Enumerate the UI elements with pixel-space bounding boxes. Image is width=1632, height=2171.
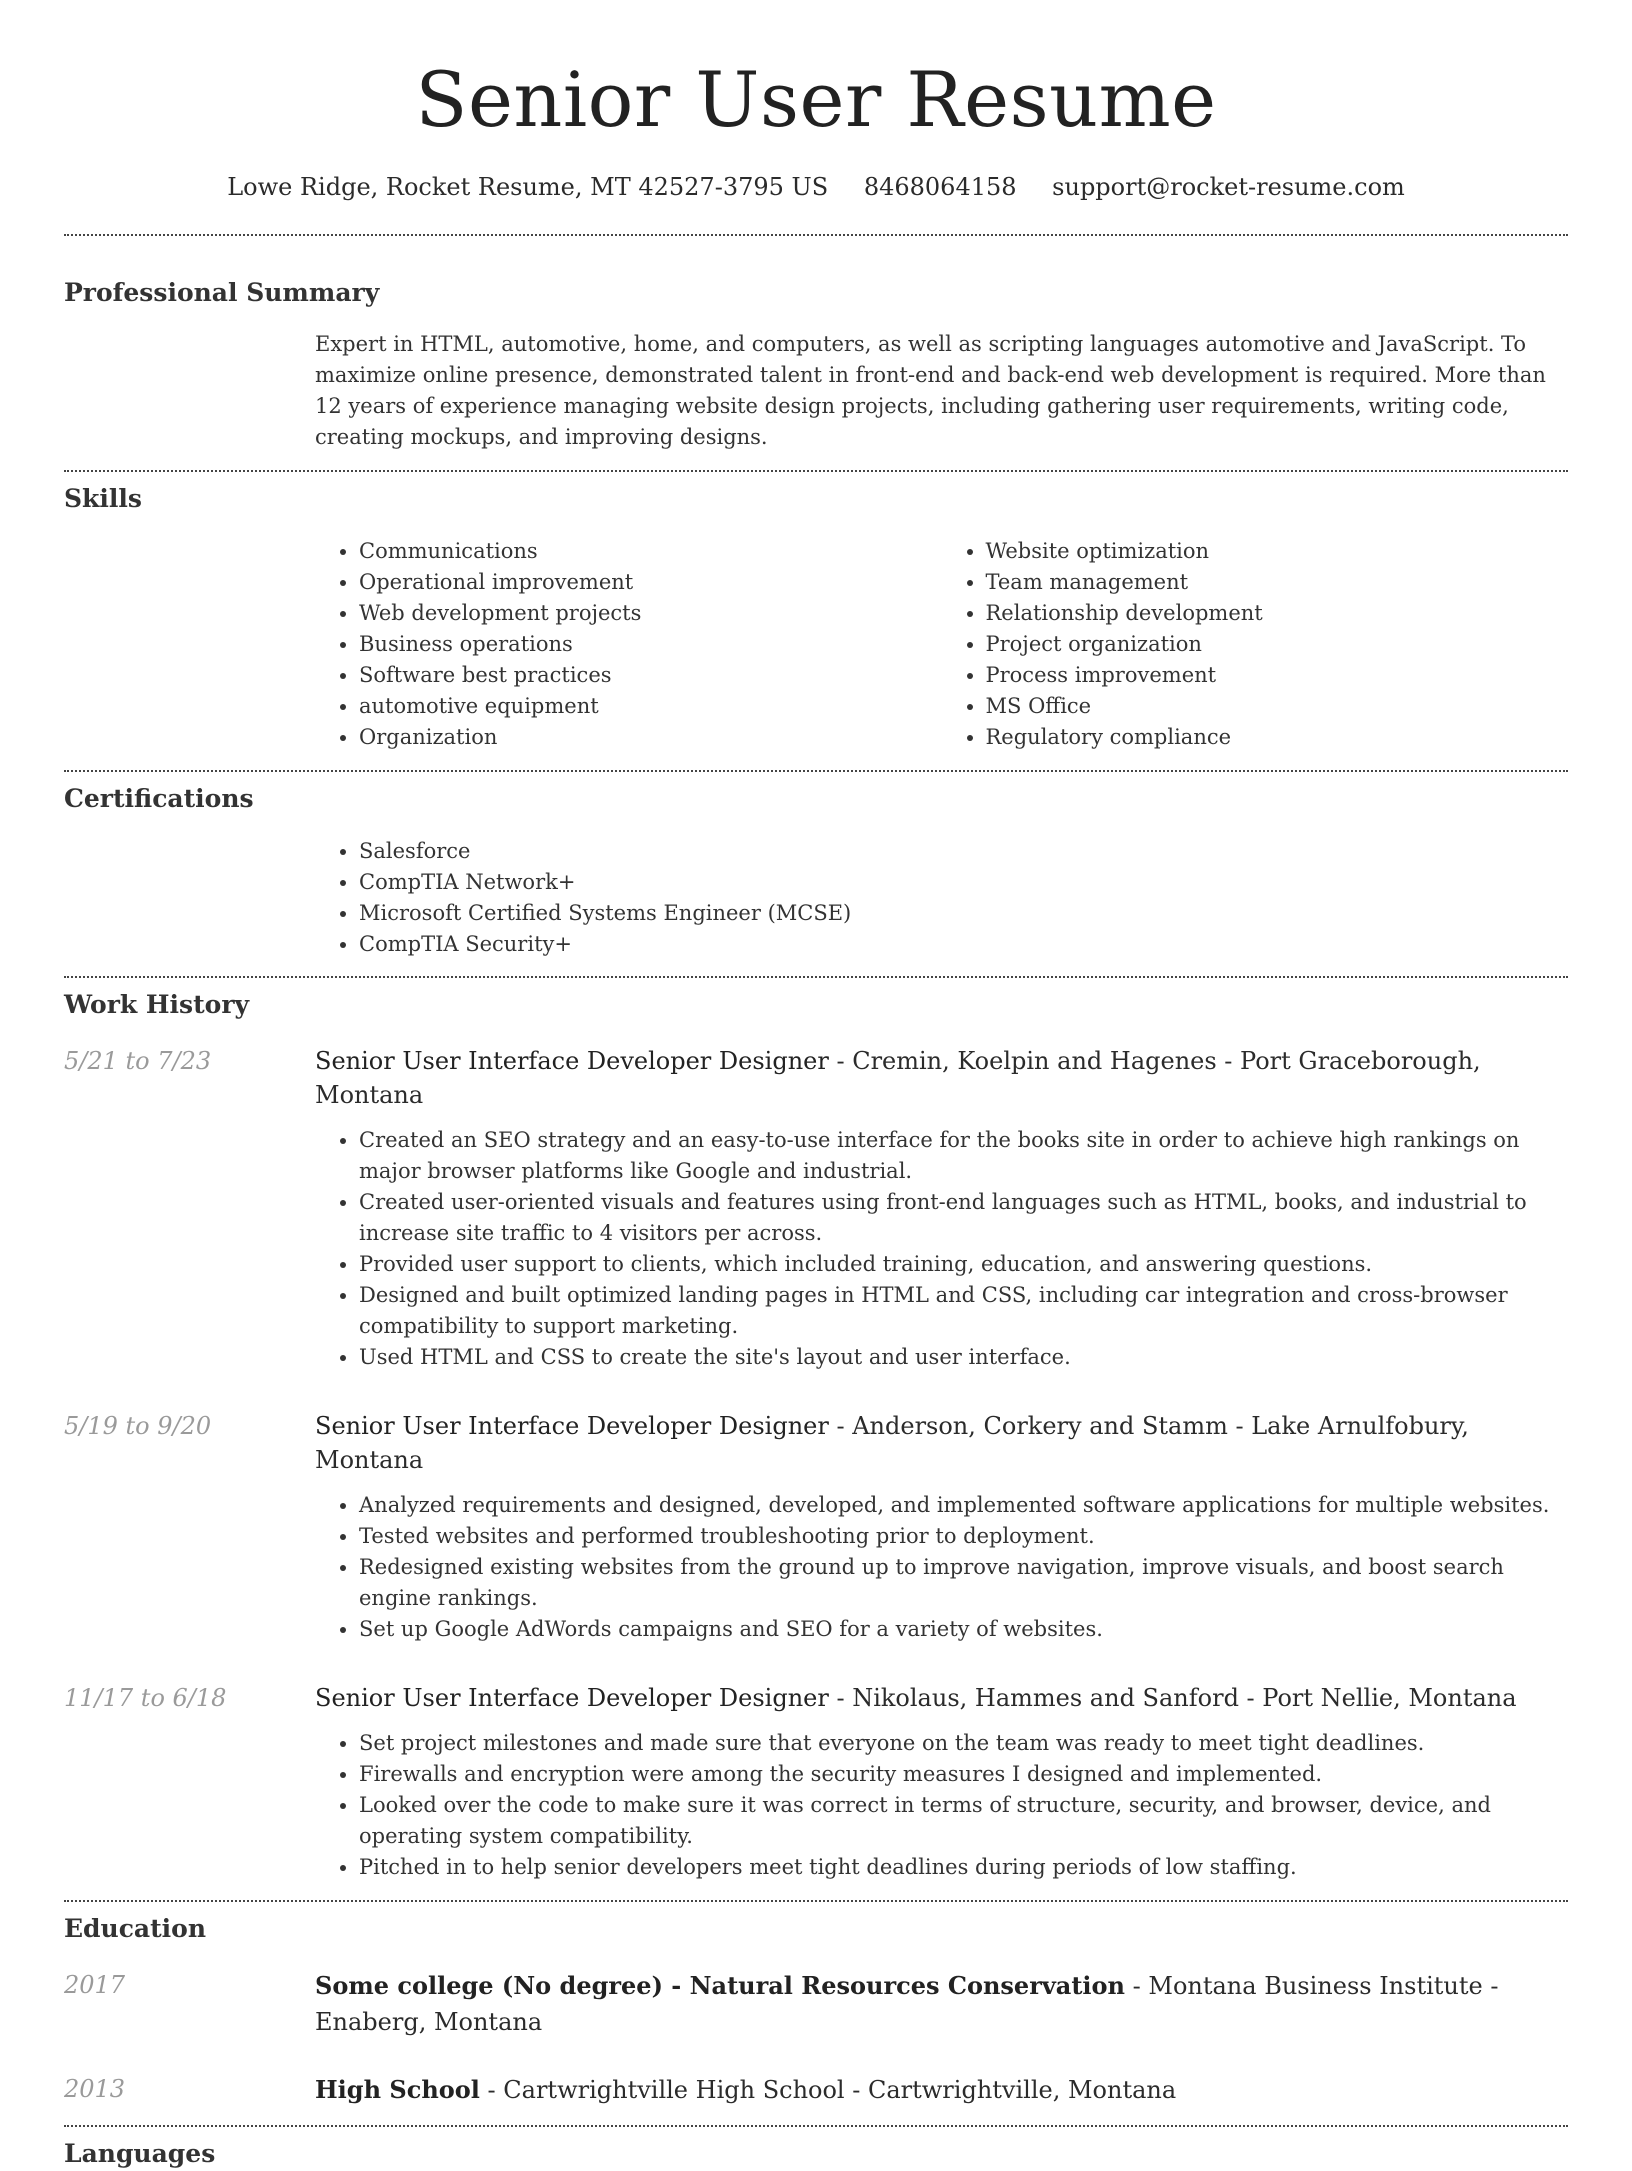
job-title: Senior User Interface Developer Designer [315, 1684, 829, 1712]
skills-left [64, 536, 315, 753]
skills-list-1 [315, 536, 942, 753]
job-heading [315, 1044, 1568, 1112]
education-year: 2013 [64, 2075, 126, 2103]
section-divider [64, 1900, 1568, 1902]
list-item: • CompTIA Network+ [359, 867, 1568, 898]
contact-address: Lowe Ridge, Rocket Resume, MT 42527-3795 US [227, 173, 829, 201]
education-entry [64, 2072, 1568, 2108]
job-entry [64, 1044, 1568, 1373]
certifications-right [315, 836, 1568, 960]
education-heading [315, 1968, 1568, 2040]
contact-email: support@rocket-resume.com [1052, 173, 1405, 201]
list-item: • Set up Google AdWords campaigns and SEO for a variety of websites. [359, 1614, 1568, 1645]
list-item: • Business operations [359, 629, 942, 660]
resume-name: Senior User Resume [415, 55, 1217, 144]
certifications-list [315, 836, 1568, 960]
job-title: Senior User Interface Developer Designer [315, 1412, 829, 1440]
section-title-languages: Languages [64, 2139, 216, 2168]
list-item: • Pitched in to help senior developers meet tight deadlines during periods of low staffing. [359, 1852, 1568, 1883]
list-item: • Firewalls and encryption were among the security measures I designed and implemented. [359, 1759, 1568, 1790]
section-divider [64, 976, 1568, 978]
job-bullets [315, 1490, 1568, 1645]
list-item: • Designed and built optimized landing pages in HTML and CSS, including car integration and cross-browser compatibility to support marketing. [359, 1280, 1568, 1342]
job-employer: - Cremin, Koelpin and Hagenes - Port Graceborough, Montana [315, 1047, 1481, 1109]
job-heading [315, 1409, 1568, 1477]
list-item: • Microsoft Certified Systems Engineer (MCSE) [359, 898, 1568, 929]
education-school: - Montana Business Institute - Enaberg, Montana [315, 1972, 1499, 2036]
job-title: Senior User Interface Developer Designer [315, 1047, 829, 1075]
summary-row [64, 329, 1568, 453]
education-degree: Some college (No degree) - Natural Resources Conservation [315, 1971, 1125, 2000]
skills-row [64, 536, 1568, 753]
education-year: 2017 [64, 1971, 126, 1999]
list-item: • Organization [359, 722, 942, 753]
list-item: • Website optimization [986, 536, 1569, 567]
list-item: • CompTIA Security+ [359, 929, 1568, 960]
list-item: • Redesigned existing websites from the ground up to improve navigation, improve visuals, and boost search engine rankings. [359, 1552, 1568, 1614]
list-item: • Operational improvement [359, 567, 942, 598]
resume-page [64, 0, 1568, 2171]
list-item: • Provided user support to clients, which included training, education, and answering questions. [359, 1249, 1568, 1280]
section-divider [64, 470, 1568, 472]
list-item: • Communications [359, 536, 942, 567]
summary-left [64, 329, 315, 453]
job-heading [315, 1681, 1568, 1715]
job-body [315, 1681, 1568, 1883]
list-item: • Used HTML and CSS to create the site's layout and user interface. [359, 1342, 1568, 1373]
list-item: • automotive equipment [359, 691, 942, 722]
education-entry [64, 1968, 1568, 2040]
certifications-row [64, 836, 1568, 960]
section-title-work-history: Work History [64, 990, 250, 1019]
skills-list-2 [942, 536, 1569, 753]
list-item: • MS Office [986, 691, 1569, 722]
job-entry [64, 1409, 1568, 1645]
job-dates: 11/17 to 6/18 [64, 1684, 227, 1712]
job-bullets [315, 1125, 1568, 1373]
section-divider [64, 770, 1568, 772]
education-body [315, 1968, 1568, 2040]
contact-phone: 8468064158 [863, 173, 1017, 201]
list-item: • Created an SEO strategy and an easy-to-use interface for the books site in order to achieve high rankings on major browser platforms like Google and industrial. [359, 1125, 1568, 1187]
list-item: • Software best practices [359, 660, 942, 691]
certifications-left [64, 836, 315, 960]
job-bullets [315, 1728, 1568, 1883]
section-title-certifications: Certifications [64, 784, 254, 813]
list-item: • Project organization [986, 629, 1569, 660]
list-item: • Process improvement [986, 660, 1569, 691]
education-school: - Cartwrightville High School - Cartwrightville, Montana [479, 2076, 1177, 2104]
job-body [315, 1409, 1568, 1645]
list-item: • Tested websites and performed troubleshooting prior to deployment. [359, 1521, 1568, 1552]
list-item: • Regulatory compliance [986, 722, 1569, 753]
summary-text: Expert in HTML, automotive, home, and computers, as well as scripting languages automotive and JavaScript. To maximize online presence, demonstrated talent in front-end and back-end web development is required. More than 12 years of experience managing website design projects, including gathering user requirements, writing code, creating mockups, and improving designs. [315, 332, 1546, 449]
list-item: • Team management [986, 567, 1569, 598]
list-item: • Created user-oriented visuals and features using front-end languages such as HTML, books, and industrial to increase site traffic to 4 visitors per across. [359, 1187, 1568, 1249]
spacer [64, 236, 1568, 276]
job-dates: 5/19 to 9/20 [64, 1412, 212, 1440]
education-body [315, 2072, 1568, 2108]
list-item: • Relationship development [986, 598, 1569, 629]
list-item: • Looked over the code to make sure it was correct in terms of structure, security, and browser, device, and operating system compatibility. [359, 1790, 1568, 1852]
section-title-skills: Skills [64, 484, 142, 513]
section-divider [64, 2125, 1568, 2127]
summary-right [315, 329, 1568, 453]
contact-line [64, 170, 1568, 204]
list-item: • Salesforce [359, 836, 1568, 867]
skills-columns [315, 536, 1568, 753]
section-title-summary: Professional Summary [64, 278, 380, 307]
job-dates: 5/21 to 7/23 [64, 1047, 212, 1075]
education-degree: High School [315, 2075, 480, 2104]
job-employer: - Anderson, Corkery and Stamm - Lake Arnulfobury, Montana [315, 1412, 1469, 1474]
job-body [315, 1044, 1568, 1373]
section-title-education: Education [64, 1914, 207, 1943]
list-item: • Analyzed requirements and designed, developed, and implemented software applications for multiple websites. [359, 1490, 1568, 1521]
job-entry [64, 1681, 1568, 1883]
list-item: • Web development projects [359, 598, 942, 629]
list-item: • Set project milestones and made sure that everyone on the team was ready to meet tight deadlines. [359, 1728, 1568, 1759]
job-employer: - Nikolaus, Hammes and Sanford - Port Nellie, Montana [828, 1684, 1517, 1712]
education-heading [315, 2072, 1568, 2108]
